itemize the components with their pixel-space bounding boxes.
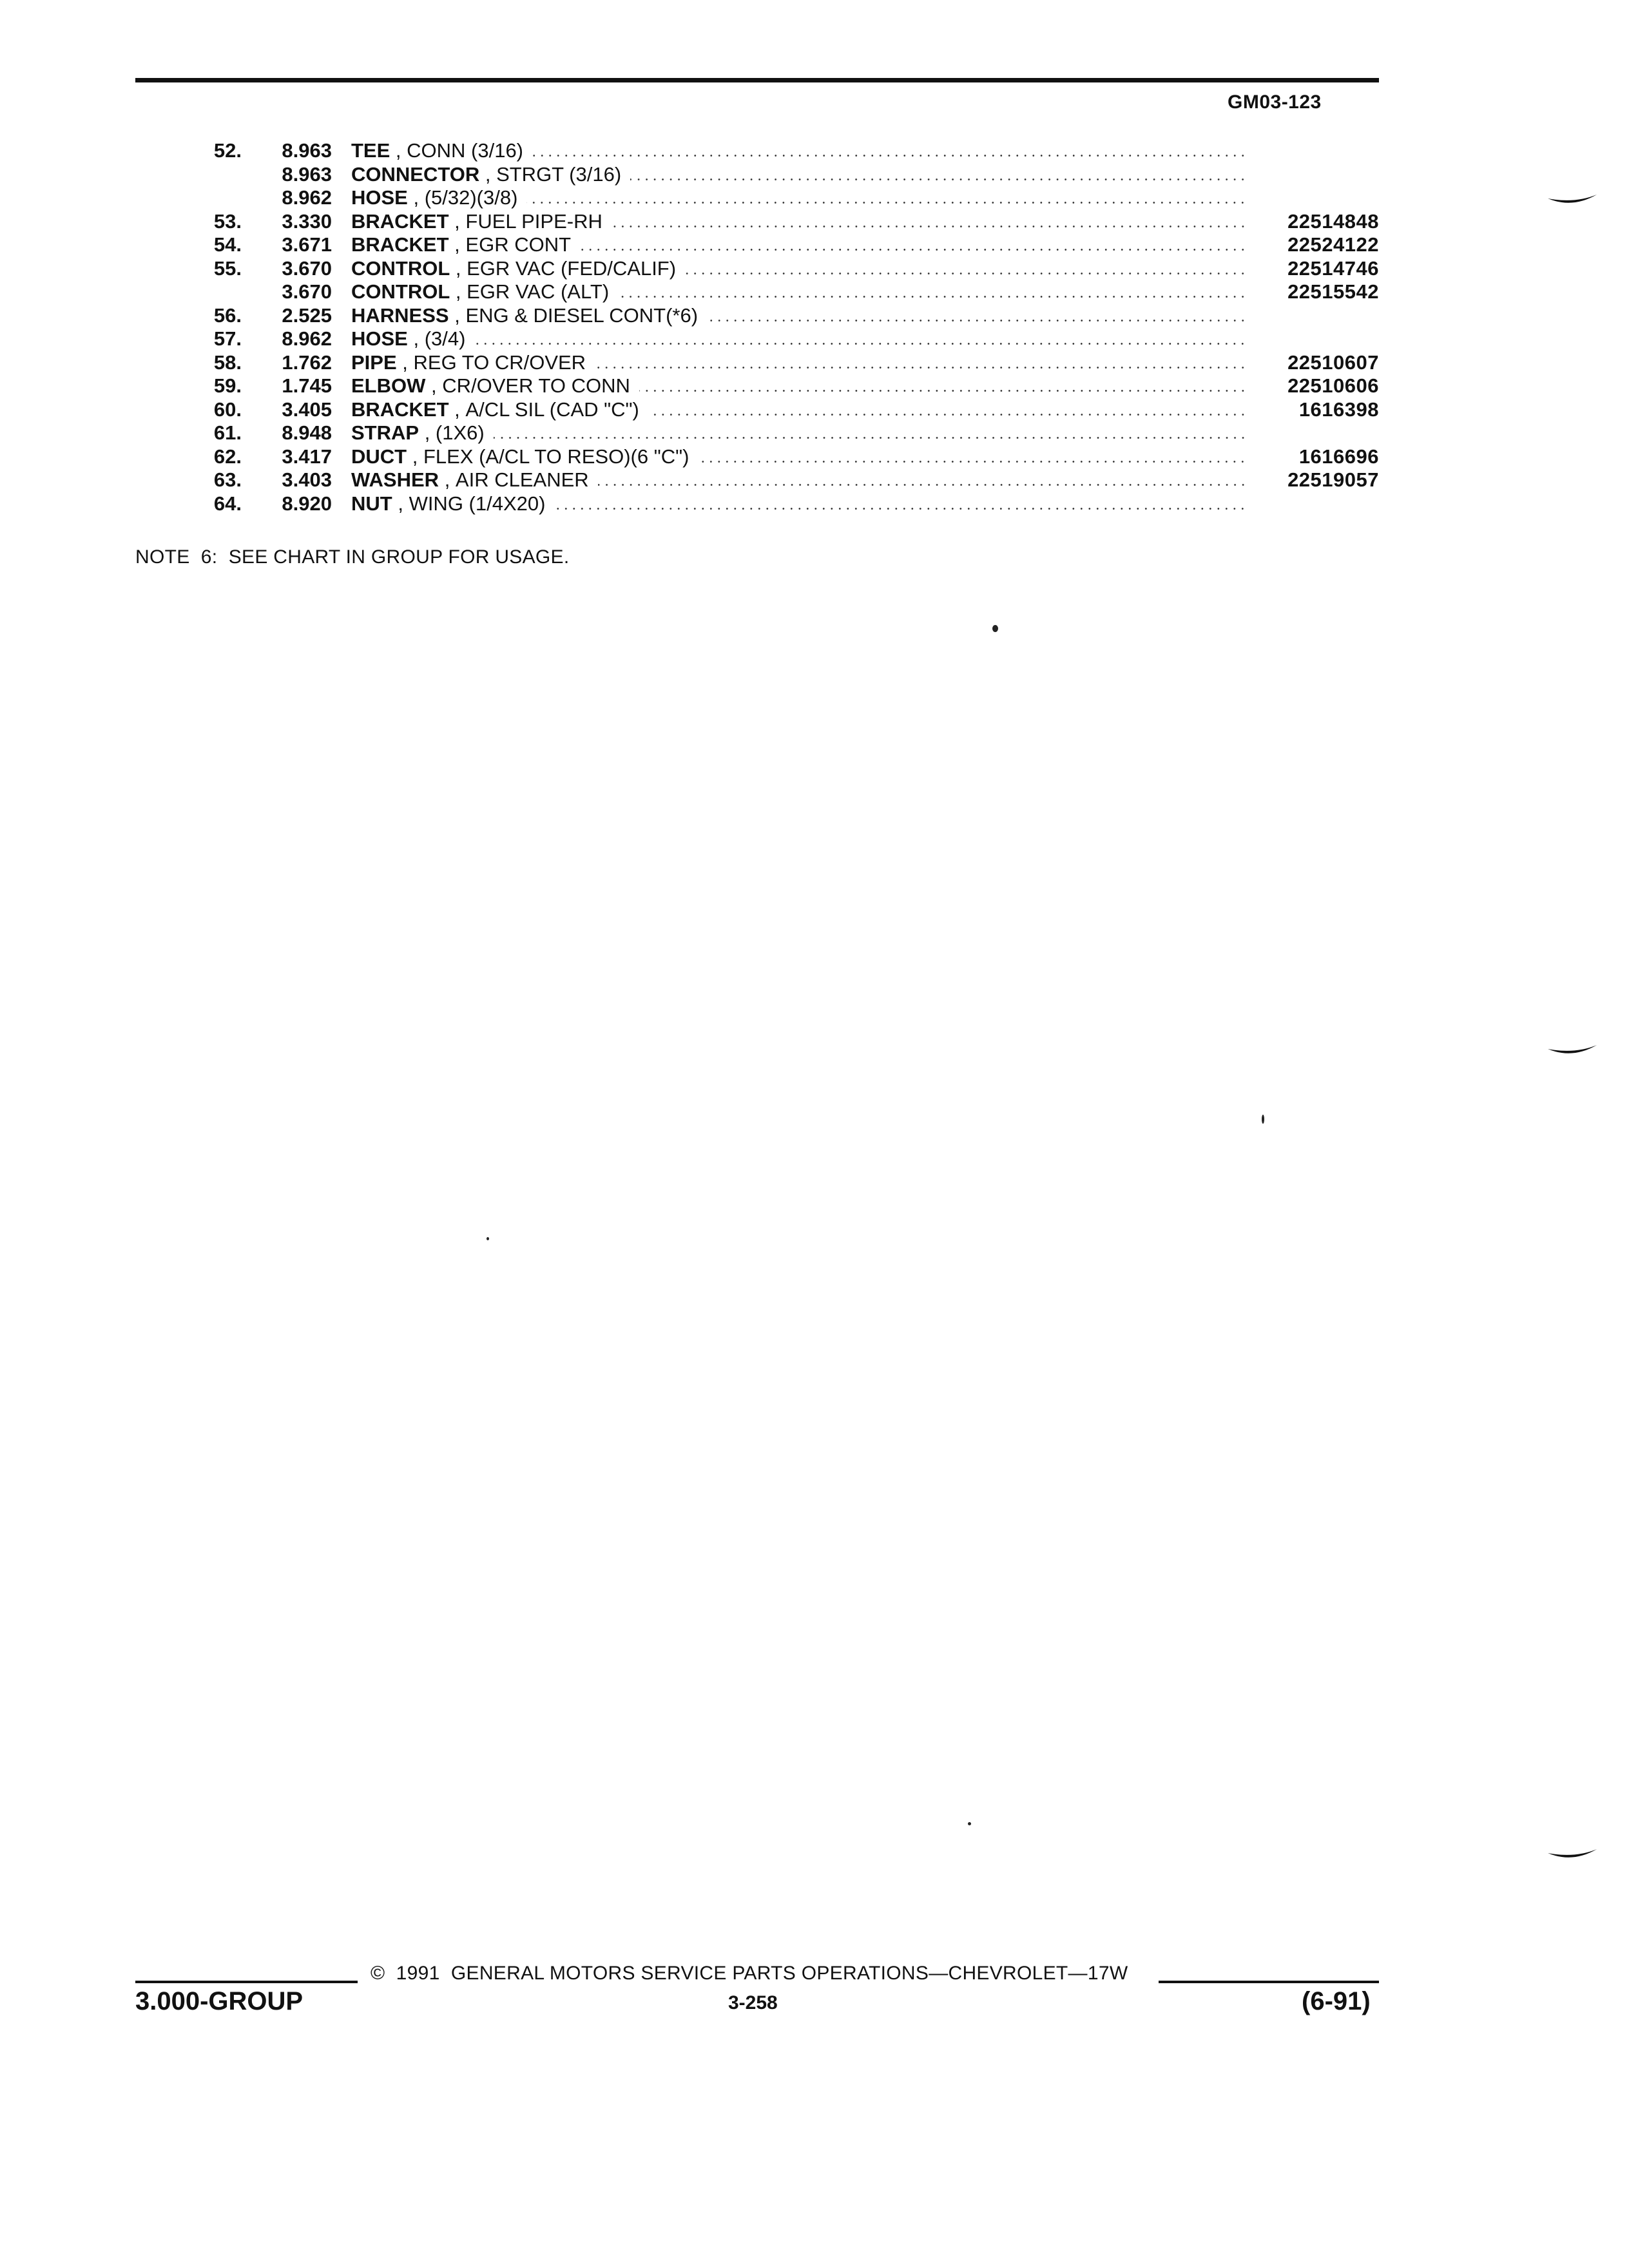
part-name: CONTROL <box>351 280 450 303</box>
part-description <box>351 398 1424 422</box>
item-number: 54. <box>213 233 242 256</box>
part-detail: ENG & DIESEL CONT(*6) <box>465 303 699 327</box>
part-name: WASHER <box>351 468 439 491</box>
part-detail: EGR VAC (FED/CALIF) <box>467 256 677 280</box>
item-number: 58. <box>213 351 242 374</box>
dot-leader <box>474 343 1247 345</box>
dot-leader <box>685 273 1247 274</box>
parts-row <box>187 304 1385 328</box>
parts-row <box>187 374 1385 398</box>
footer-copyright: © 1991 GENERAL MOTORS SERVICE PARTS OPERATIONS—CHEVROLET—17W <box>371 1963 1128 1984</box>
dot-leader <box>598 484 1247 486</box>
parts-row <box>187 421 1385 445</box>
dot-leader <box>554 508 1247 510</box>
part-number: 22519057 <box>1287 468 1379 491</box>
part-name: DUCT <box>351 445 407 468</box>
dot-leader <box>630 178 1247 180</box>
footer-group-label: 3.000-GROUP <box>135 1987 304 2015</box>
group-code: 8.920 <box>282 492 332 515</box>
part-detail: A/CL SIL (CAD "C") <box>465 398 639 421</box>
footer-revision-date: (6-91) <box>1302 1987 1371 2015</box>
part-number: 22524122 <box>1287 233 1379 256</box>
parts-row <box>187 351 1385 375</box>
name-separator: , <box>390 139 407 162</box>
item-number: 57. <box>213 327 242 350</box>
name-separator: , <box>448 303 466 327</box>
catalog-code: GM03-123 <box>1228 91 1322 113</box>
dot-leader <box>580 249 1247 251</box>
part-description <box>351 445 1424 469</box>
dot-leader <box>618 296 1247 298</box>
parts-row <box>187 186 1385 210</box>
part-description <box>351 468 1424 492</box>
part-description <box>351 327 1424 351</box>
part-name: CONTROL <box>351 256 450 280</box>
part-name: BRACKET <box>351 233 449 256</box>
part-name: STRAP <box>351 421 419 444</box>
part-detail: FUEL PIPE-RH <box>465 209 602 233</box>
part-description <box>351 351 1424 375</box>
dot-leader <box>612 226 1247 227</box>
scan-speck <box>487 1237 489 1240</box>
part-detail: STRGT (3/16) <box>496 162 622 186</box>
part-detail: WING (1/4X20) <box>409 492 546 515</box>
parts-row <box>187 257 1385 281</box>
dot-leader <box>494 437 1247 439</box>
item-number: 64. <box>213 492 242 515</box>
parts-row <box>187 327 1385 351</box>
item-number: 61. <box>213 421 242 444</box>
name-separator: , <box>479 162 497 186</box>
part-description <box>351 492 1424 516</box>
dot-leader <box>595 367 1247 369</box>
name-separator: , <box>448 233 466 256</box>
name-separator: , <box>450 280 467 303</box>
part-name: HOSE <box>351 327 408 350</box>
name-separator: , <box>439 468 456 491</box>
group-code: 8.962 <box>282 186 332 209</box>
parts-row <box>187 445 1385 469</box>
part-description <box>351 186 1424 210</box>
dot-leader <box>648 414 1247 416</box>
group-code: 3.417 <box>282 445 332 468</box>
part-detail: EGR CONT <box>465 233 572 256</box>
part-detail: (1X6) <box>435 421 485 444</box>
group-code: 8.948 <box>282 421 332 444</box>
part-description <box>351 233 1424 257</box>
part-number: 1616398 <box>1298 398 1379 421</box>
parts-list <box>187 139 1385 515</box>
group-code: 3.405 <box>282 398 332 421</box>
footer-page-number: 3-258 <box>728 1992 778 2013</box>
binder-hole-mark-middle <box>1547 1044 1598 1058</box>
part-description <box>351 421 1424 445</box>
item-number: 55. <box>213 256 242 280</box>
parts-row <box>187 280 1385 304</box>
group-code: 3.330 <box>282 209 332 233</box>
item-number: 59. <box>213 374 242 397</box>
name-separator: , <box>419 421 436 444</box>
part-name: ELBOW <box>351 374 426 397</box>
part-detail: CR/OVER TO CONN <box>442 374 630 397</box>
binder-hole-mark-bottom <box>1547 1848 1598 1862</box>
scan-speck <box>1262 1115 1264 1124</box>
dot-leader <box>639 390 1247 392</box>
part-detail: CONN (3/16) <box>407 139 524 162</box>
part-description <box>351 304 1424 328</box>
name-separator: , <box>450 256 467 280</box>
scan-speck <box>968 1822 971 1825</box>
name-separator: , <box>392 492 409 515</box>
group-code: 3.403 <box>282 468 332 491</box>
group-code: 8.963 <box>282 162 332 186</box>
parts-row <box>187 210 1385 234</box>
part-detail: (3/4) <box>424 327 466 350</box>
part-detail: AIR CLEANER <box>455 468 589 491</box>
binder-hole-mark-top <box>1547 193 1598 207</box>
name-separator: , <box>448 398 466 421</box>
part-name: HARNESS <box>351 303 449 327</box>
group-code: 2.525 <box>282 303 332 327</box>
item-number: 62. <box>213 445 242 468</box>
name-separator: , <box>407 445 423 468</box>
group-code: 3.670 <box>282 256 332 280</box>
part-detail: EGR VAC (ALT) <box>467 280 610 303</box>
part-name: NUT <box>351 492 392 515</box>
dot-leader <box>698 461 1247 463</box>
part-description <box>351 374 1424 398</box>
part-number: 22515542 <box>1287 280 1379 303</box>
part-description <box>351 163 1424 187</box>
part-name: TEE <box>351 139 390 162</box>
item-number: 63. <box>213 468 242 491</box>
part-detail: FLEX (A/CL TO RESO)(6 "C") <box>423 445 689 468</box>
part-name: CONNECTOR <box>351 162 480 186</box>
group-code: 3.671 <box>282 233 332 256</box>
part-number: 22514746 <box>1287 256 1379 280</box>
dot-leader <box>532 155 1247 157</box>
part-description <box>351 257 1424 281</box>
part-name: PIPE <box>351 351 397 374</box>
scan-speck <box>992 625 998 632</box>
parts-row <box>187 139 1385 163</box>
parts-row <box>187 398 1385 422</box>
item-number: 60. <box>213 398 242 421</box>
dot-leader <box>707 320 1247 322</box>
name-separator: , <box>407 186 425 209</box>
name-separator: , <box>425 374 443 397</box>
name-separator: , <box>448 209 466 233</box>
part-detail: (5/32)(3/8) <box>424 186 518 209</box>
item-number: 53. <box>213 209 242 233</box>
item-number: 52. <box>213 139 242 162</box>
group-code: 1.762 <box>282 351 332 374</box>
footer-rule-left <box>135 1981 358 1983</box>
name-separator: , <box>396 351 414 374</box>
part-description <box>351 210 1424 234</box>
part-name: BRACKET <box>351 209 449 233</box>
part-description <box>351 139 1424 163</box>
part-number: 22514848 <box>1287 209 1379 233</box>
footer-rule-right <box>1159 1981 1379 1983</box>
part-description <box>351 280 1424 304</box>
group-code: 1.745 <box>282 374 332 397</box>
usage-note: NOTE 6: SEE CHART IN GROUP FOR USAGE. <box>135 546 570 568</box>
group-code: 8.962 <box>282 327 332 350</box>
part-name: HOSE <box>351 186 408 209</box>
part-number: 22510606 <box>1287 374 1379 397</box>
dot-leader <box>526 202 1247 204</box>
parts-row <box>187 492 1385 516</box>
header-rule <box>135 78 1379 82</box>
item-number: 56. <box>213 303 242 327</box>
part-number: 22510607 <box>1287 351 1379 374</box>
part-number: 1616696 <box>1298 445 1379 468</box>
group-code: 3.670 <box>282 280 332 303</box>
parts-row <box>187 163 1385 187</box>
parts-row <box>187 233 1385 257</box>
part-name: BRACKET <box>351 398 449 421</box>
group-code: 8.963 <box>282 139 332 162</box>
part-detail: REG TO CR/OVER <box>413 351 586 374</box>
name-separator: , <box>407 327 425 350</box>
parts-row <box>187 468 1385 492</box>
